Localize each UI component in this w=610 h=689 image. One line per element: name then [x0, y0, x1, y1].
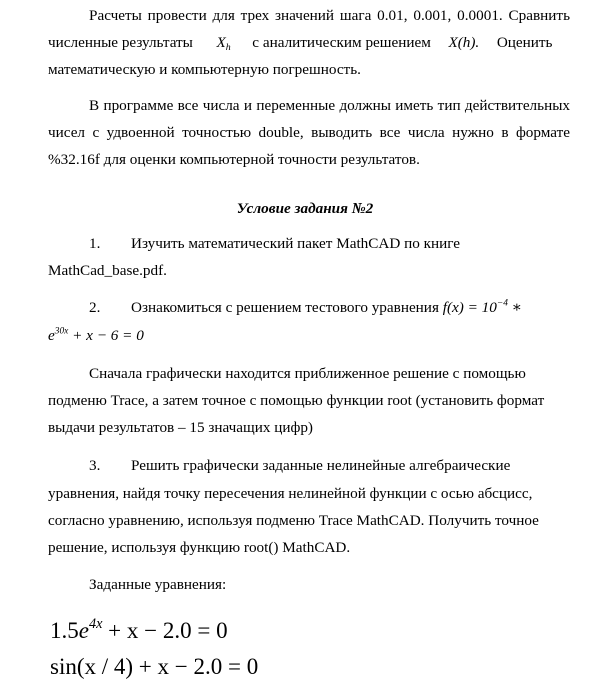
item3-number: 3. [89, 457, 101, 474]
p1-line1: Расчеты провести для трех значений шага 0.01, 0.001, 0.0001. Сравнить [89, 7, 570, 24]
p2-line1: В программе все числа и переменные должны иметь тип действительных [89, 97, 570, 114]
item3-line2: уравнения, найдя точку пересечения нелинейной функции с осью абсцисс, [48, 485, 533, 502]
eq1-rest: + x − 2.0 = 0 [102, 618, 228, 643]
item3-line4: решение, используя функцию root() MathCAD. [48, 539, 351, 556]
item1-number: 1. [89, 235, 101, 252]
p1-line3: математическую и компьютерную погрешность. [48, 61, 361, 78]
p1-line2-pre: численные результаты [48, 34, 193, 51]
item2-eq-star: ∗ [511, 299, 523, 316]
equation-1 [50, 616, 228, 646]
p1-line2 [48, 33, 570, 53]
eq1-e: e [78, 618, 89, 643]
item2-eq-exp: −4 [496, 298, 508, 309]
item3-line1: Решить графически заданные нелинейные алгебраические [131, 457, 511, 474]
item2-eq2-exp: 30x [54, 326, 69, 337]
item2-eq2-rest: + x − 6 = 0 [68, 327, 144, 344]
item2-eq2-base: e [48, 327, 55, 344]
p2-line3: %32.16f для оценки компьютерной точности результатов. [48, 151, 420, 168]
p1-func: X(h). [448, 34, 480, 51]
given-equations-label: Заданные уравнения: [89, 576, 227, 593]
item3-line3: согласно уравнению, используя подменю Trace MathCAD. Получить точное [48, 512, 539, 529]
p1-line2-post: Оценить [496, 34, 553, 51]
section-heading: Условие задания №2 [236, 200, 374, 217]
item1-line1: Изучить математический пакет MathCAD по книге [131, 235, 461, 252]
item2-eq-lhs: f(x) = 10 [442, 299, 497, 316]
eq1-exp: 4x [88, 616, 103, 633]
item2-line1 [131, 298, 571, 318]
p1-var-x: X [216, 34, 226, 51]
item2-number: 2. [89, 299, 101, 316]
p3-line1: Сначала графически находится приближенное решение с помощью [89, 365, 526, 382]
p3-line2: подменю Trace, а затем точное с помощью функции root (установить формат [48, 392, 545, 409]
equation-2: sin(x / 4) + x − 2.0 = 0 [50, 654, 259, 679]
item2-text: Ознакомиться с решением тестового уравнения [131, 299, 439, 316]
p3-line3: выдачи результатов – 15 значащих цифр) [48, 419, 313, 436]
eq1-coef: 1.5 [50, 618, 79, 643]
p1-var-sub: h [225, 41, 231, 53]
item2-line2 [48, 326, 570, 346]
p1-line2-mid: с аналитическим решением [252, 34, 431, 51]
p2-line2: чисел с удвоенной точностью double, выводить все числа нужно в формате [48, 124, 570, 141]
item1-line2: MathCad_base.pdf. [48, 262, 167, 279]
